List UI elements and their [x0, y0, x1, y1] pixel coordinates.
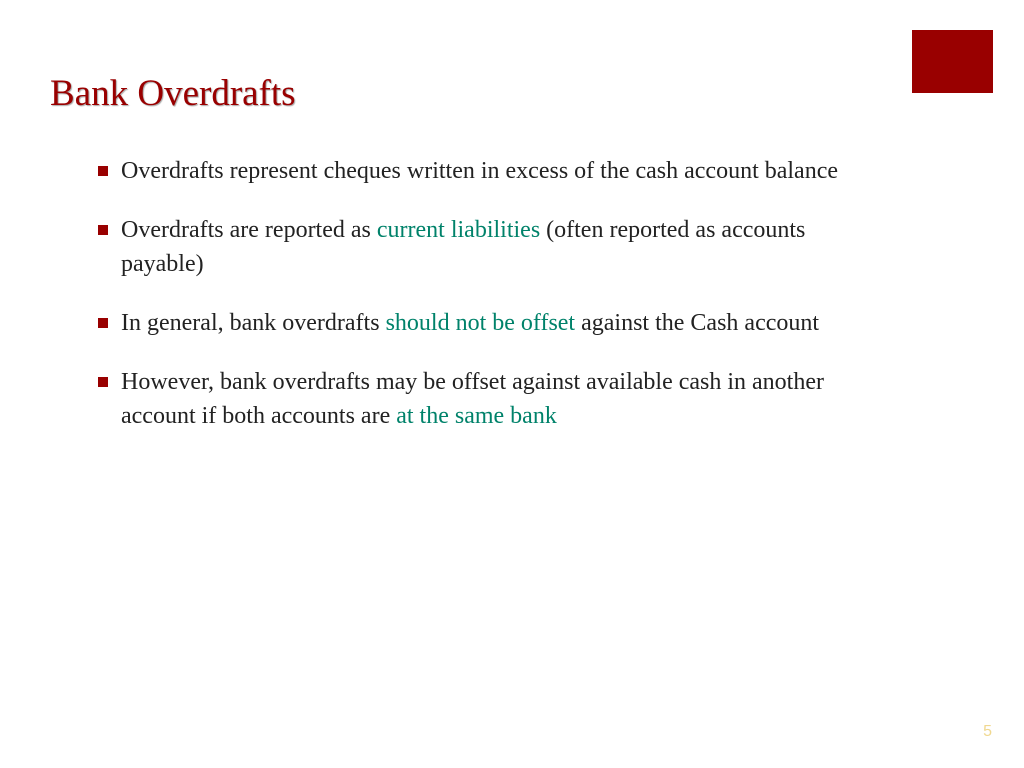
- square-bullet-icon: [98, 225, 108, 235]
- bullet-highlight: current liabilities: [376, 217, 541, 243]
- slide-title: Bank Overdrafts: [50, 73, 296, 114]
- square-bullet-icon: [98, 166, 108, 176]
- bullet-highlight: at the same bank: [396, 403, 557, 429]
- bullet-item: [97, 365, 887, 433]
- bullet-text: (often reported as accounts payable): [121, 217, 806, 277]
- square-bullet-icon: [98, 377, 108, 387]
- bullet-item: [97, 213, 887, 281]
- page-number: 5: [983, 723, 992, 740]
- bullet-text: Overdrafts are reported as: [121, 217, 377, 243]
- bullet-text: However, bank overdrafts may be offset against available cash in another account if both accounts are: [121, 369, 824, 429]
- bullet-item: [97, 154, 887, 188]
- bullet-list: [97, 154, 887, 458]
- bullet-item: [97, 306, 887, 340]
- bullet-highlight: should not be offset: [385, 310, 576, 336]
- square-bullet-icon: [98, 318, 108, 328]
- bullet-text: In general, bank overdrafts: [121, 310, 386, 336]
- corner-accent-block: [912, 30, 993, 93]
- bullet-text: Overdrafts represent cheques written in excess of the cash account balance: [121, 158, 839, 184]
- bullet-text: against the Cash account: [575, 310, 820, 336]
